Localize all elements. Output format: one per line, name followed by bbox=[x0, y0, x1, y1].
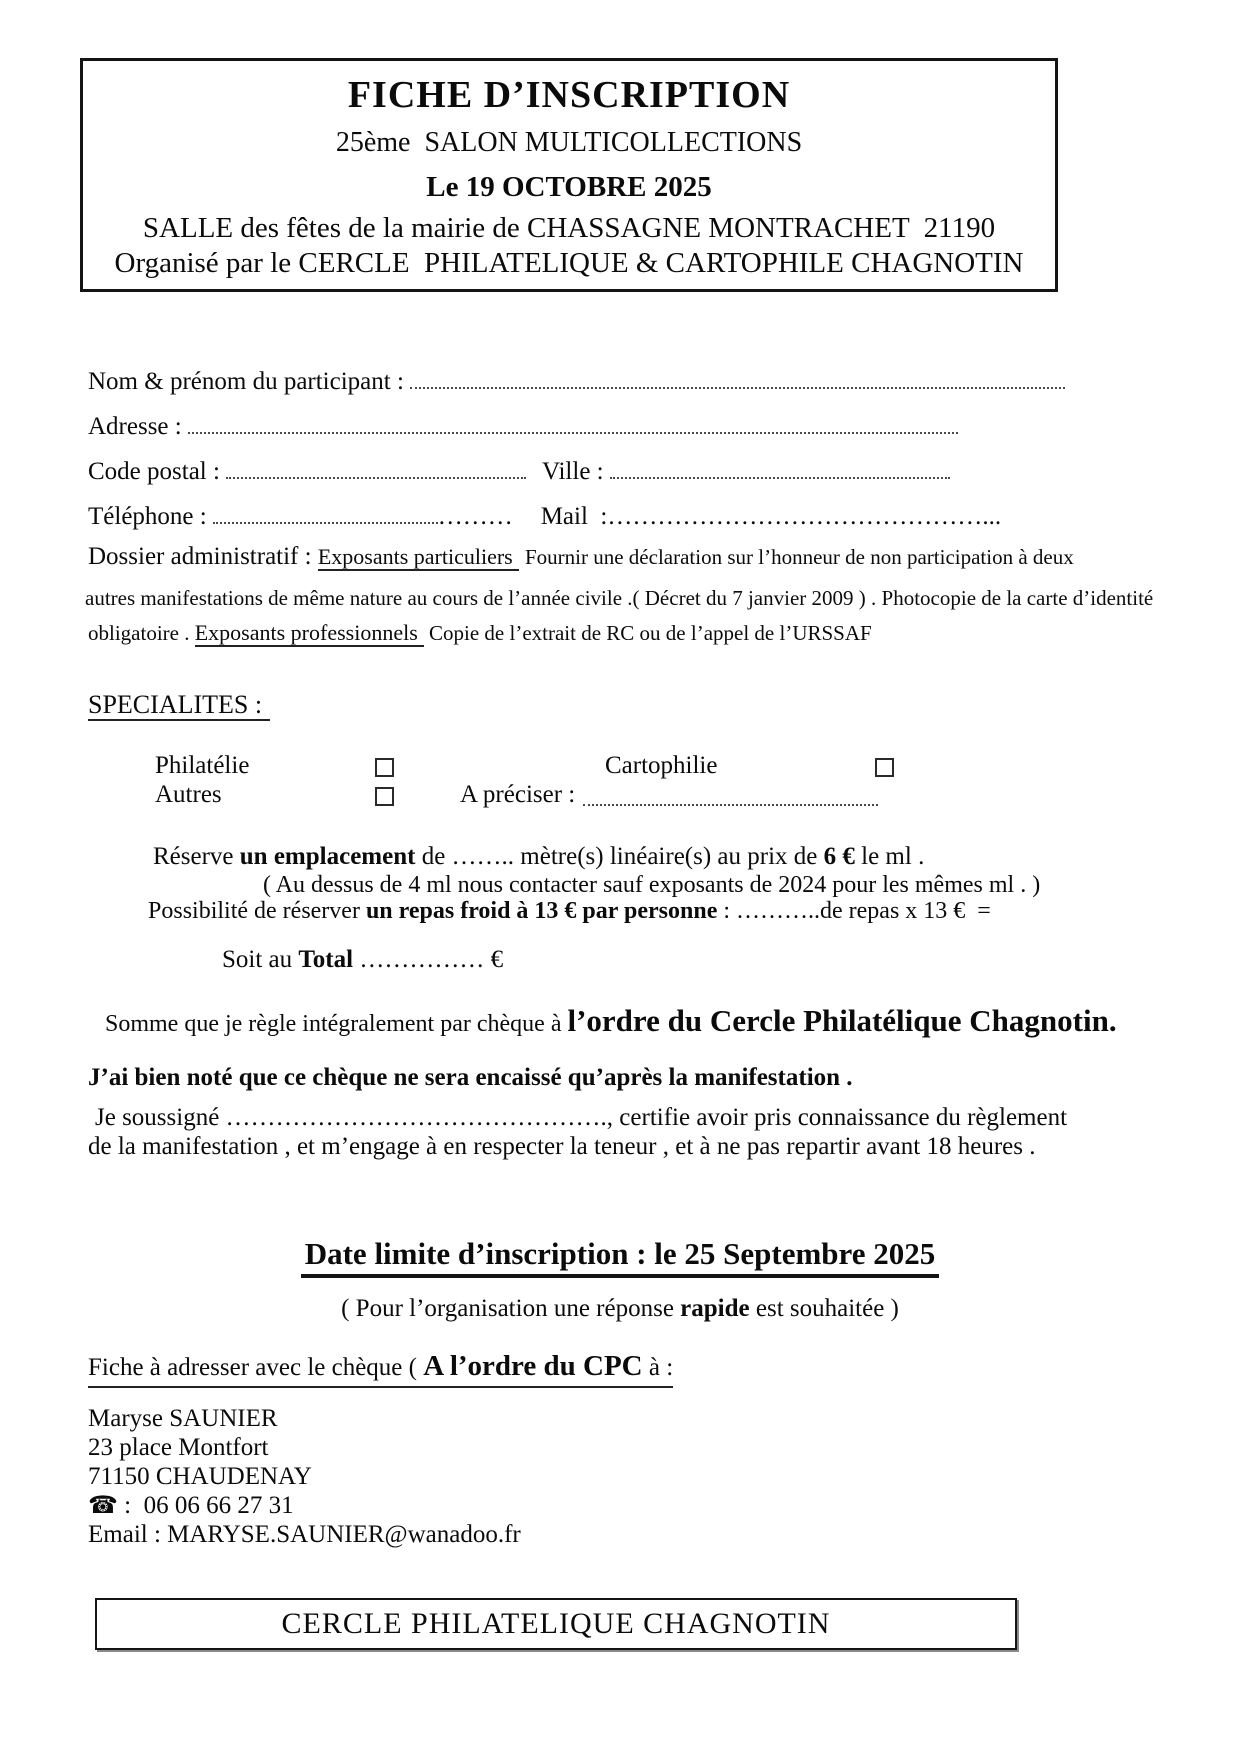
somme-prefix: Somme que je règle intégralement par chèque à bbox=[105, 1011, 562, 1037]
soussigne-line2: de la manifestation , et m’engage à en respecter la teneur , et à ne pas repartir avant 18 heures . bbox=[88, 1133, 1036, 1160]
contact-phone-line bbox=[88, 1491, 521, 1520]
participant-name-label: Nom & prénom du participant : bbox=[88, 368, 404, 395]
dossier-admin-line3 bbox=[88, 620, 872, 646]
checkbox-cartophilie bbox=[875, 758, 894, 777]
phone-label: Téléphone : bbox=[88, 503, 207, 530]
contact-phone-number: : 06 06 66 27 31 bbox=[124, 1492, 294, 1519]
salon-edition-line: 25ème SALON MULTICOLLECTIONS bbox=[335, 127, 803, 158]
meal-line bbox=[148, 898, 991, 925]
meal-prefix: Possibilité de réserver bbox=[148, 898, 360, 924]
emplacement-bold: un emplacement bbox=[239, 843, 416, 870]
deadline-note bbox=[0, 1295, 1240, 1323]
total-bold: Total bbox=[298, 946, 354, 973]
contact-street: 23 place Montfort bbox=[88, 1434, 269, 1461]
cpc-order-bold: A l’ordre du CPC bbox=[423, 1350, 643, 1382]
reservation-note: ( Au dessus de 4 ml nous contacter sauf exposants de 2024 pour les mêmes ml . ) bbox=[263, 872, 1041, 898]
field-participant-name bbox=[88, 368, 1065, 396]
philatelie-label: Philatélie bbox=[155, 752, 250, 779]
particuliers-instructions: Fournir une déclaration sur l’honneur de non participation à deux bbox=[524, 545, 1074, 569]
footer-club-box bbox=[95, 1598, 1017, 1650]
city-label: Ville : bbox=[541, 458, 604, 485]
send-instructions-text bbox=[88, 1350, 673, 1388]
preciser-label: A préciser : bbox=[460, 781, 576, 808]
event-venue-line: SALLE des fêtes de la mairie de CHASSAGNE MONTRACHET 21190 bbox=[142, 212, 996, 244]
meal-bold: un repas froid à 13 € par personne bbox=[365, 898, 718, 924]
address-label: Adresse : bbox=[88, 413, 182, 440]
deadline-note-a: ( Pour l’organisation une réponse bbox=[341, 1295, 674, 1322]
field-postal-city bbox=[88, 458, 950, 486]
fiche-suffix: à : bbox=[648, 1354, 674, 1381]
professionnels-instructions: Copie de l’extrait de RC ou de l’appel de l’URSSAF bbox=[429, 621, 872, 645]
deadline-heading-row bbox=[0, 1236, 1240, 1278]
fiche-prefix: Fiche à adresser avec le chèque ( bbox=[88, 1354, 417, 1381]
dotted-line bbox=[610, 461, 950, 479]
contact-block bbox=[88, 1404, 521, 1549]
field-phone-mail bbox=[88, 503, 1001, 531]
specialty-row-1 bbox=[0, 752, 1240, 784]
soussigne-line1: Je soussigné ………………………………………., certifie avoir pris connaissance du règlement bbox=[95, 1104, 1068, 1131]
payment-line bbox=[105, 1003, 1117, 1039]
total-dots-euro: …………… € bbox=[359, 946, 504, 973]
postal-code-label: Code postal : bbox=[88, 458, 220, 485]
exposants-professionnels-heading: Exposants professionnels bbox=[195, 620, 424, 647]
dotted-line bbox=[410, 371, 1065, 389]
dotted-line bbox=[213, 506, 438, 524]
dossier-admin-line2: autres manifestations de même nature au cours de l’année civile .( Décret du 7 janvier 2009 ) . Photocopie de la carte d’identité bbox=[85, 586, 1154, 610]
dossier-admin-line1 bbox=[88, 543, 1074, 571]
mail-label: Mail : bbox=[540, 503, 608, 530]
cartophilie-label: Cartophilie bbox=[605, 752, 718, 779]
dossier-label: Dossier administratif : bbox=[88, 543, 312, 570]
specialty-row-2 bbox=[0, 781, 1240, 813]
meters-text: de …….. mètre(s) linéaire(s) au prix de bbox=[421, 843, 818, 870]
checkbox-autres bbox=[375, 787, 394, 806]
dotted-line bbox=[583, 803, 878, 806]
contact-name: Maryse SAUNIER bbox=[88, 1405, 278, 1432]
exposants-particuliers-heading: Exposants particuliers bbox=[318, 544, 519, 571]
form-title: FICHE D’INSCRIPTION bbox=[347, 74, 791, 116]
header-box bbox=[80, 58, 1058, 292]
autres-label: Autres bbox=[155, 781, 222, 808]
send-instructions bbox=[88, 1350, 673, 1388]
dotted-line bbox=[188, 416, 958, 434]
mail-dots: ………………………………………... bbox=[607, 503, 1002, 530]
per-ml-text: le ml . bbox=[861, 843, 925, 870]
phone-dots: ……… bbox=[437, 503, 513, 530]
contact-city: 71150 CHAUDENAY bbox=[88, 1463, 312, 1490]
reservation-line bbox=[153, 843, 924, 871]
specialites-heading-text: SPECIALITES : bbox=[88, 690, 270, 721]
club-name: CERCLE PHILATELIQUE CHAGNOTIN bbox=[281, 1607, 831, 1640]
event-date-line: Le 19 OCTOBRE 2025 bbox=[426, 171, 712, 203]
field-address bbox=[88, 413, 958, 441]
deadline-note-rapide: rapide bbox=[680, 1295, 750, 1322]
event-organizer-line: Organisé par le CERCLE PHILATELIQUE & CARTOPHILE CHAGNOTIN bbox=[114, 247, 1024, 279]
obligatoire-text: obligatoire . bbox=[88, 621, 190, 645]
total-prefix: Soit au bbox=[222, 946, 293, 973]
reserve-text: Réserve bbox=[153, 843, 234, 870]
deadline-note-c: est souhaitée ) bbox=[755, 1295, 899, 1322]
telephone-icon: ☎ bbox=[88, 1491, 118, 1519]
meal-calc-text: : ………..de repas x 13 € = bbox=[723, 898, 991, 924]
dotted-line bbox=[226, 461, 526, 479]
deadline-heading: Date limite d’inscription : le 25 Septembre 2025 bbox=[301, 1236, 940, 1278]
specialites-heading bbox=[88, 690, 270, 720]
cheque-note: J’ai bien noté que ce chèque ne sera encaissé qu’après la manifestation . bbox=[88, 1064, 853, 1091]
checkbox-philatelie bbox=[375, 758, 394, 777]
price-bold: 6 € bbox=[823, 843, 855, 870]
contact-email-line: Email : MARYSE.SAUNIER@wanadoo.fr bbox=[88, 1521, 521, 1548]
total-line bbox=[222, 946, 503, 974]
payee-order-bold: l’ordre du Cercle Philatélique Chagnotin. bbox=[567, 1003, 1117, 1038]
